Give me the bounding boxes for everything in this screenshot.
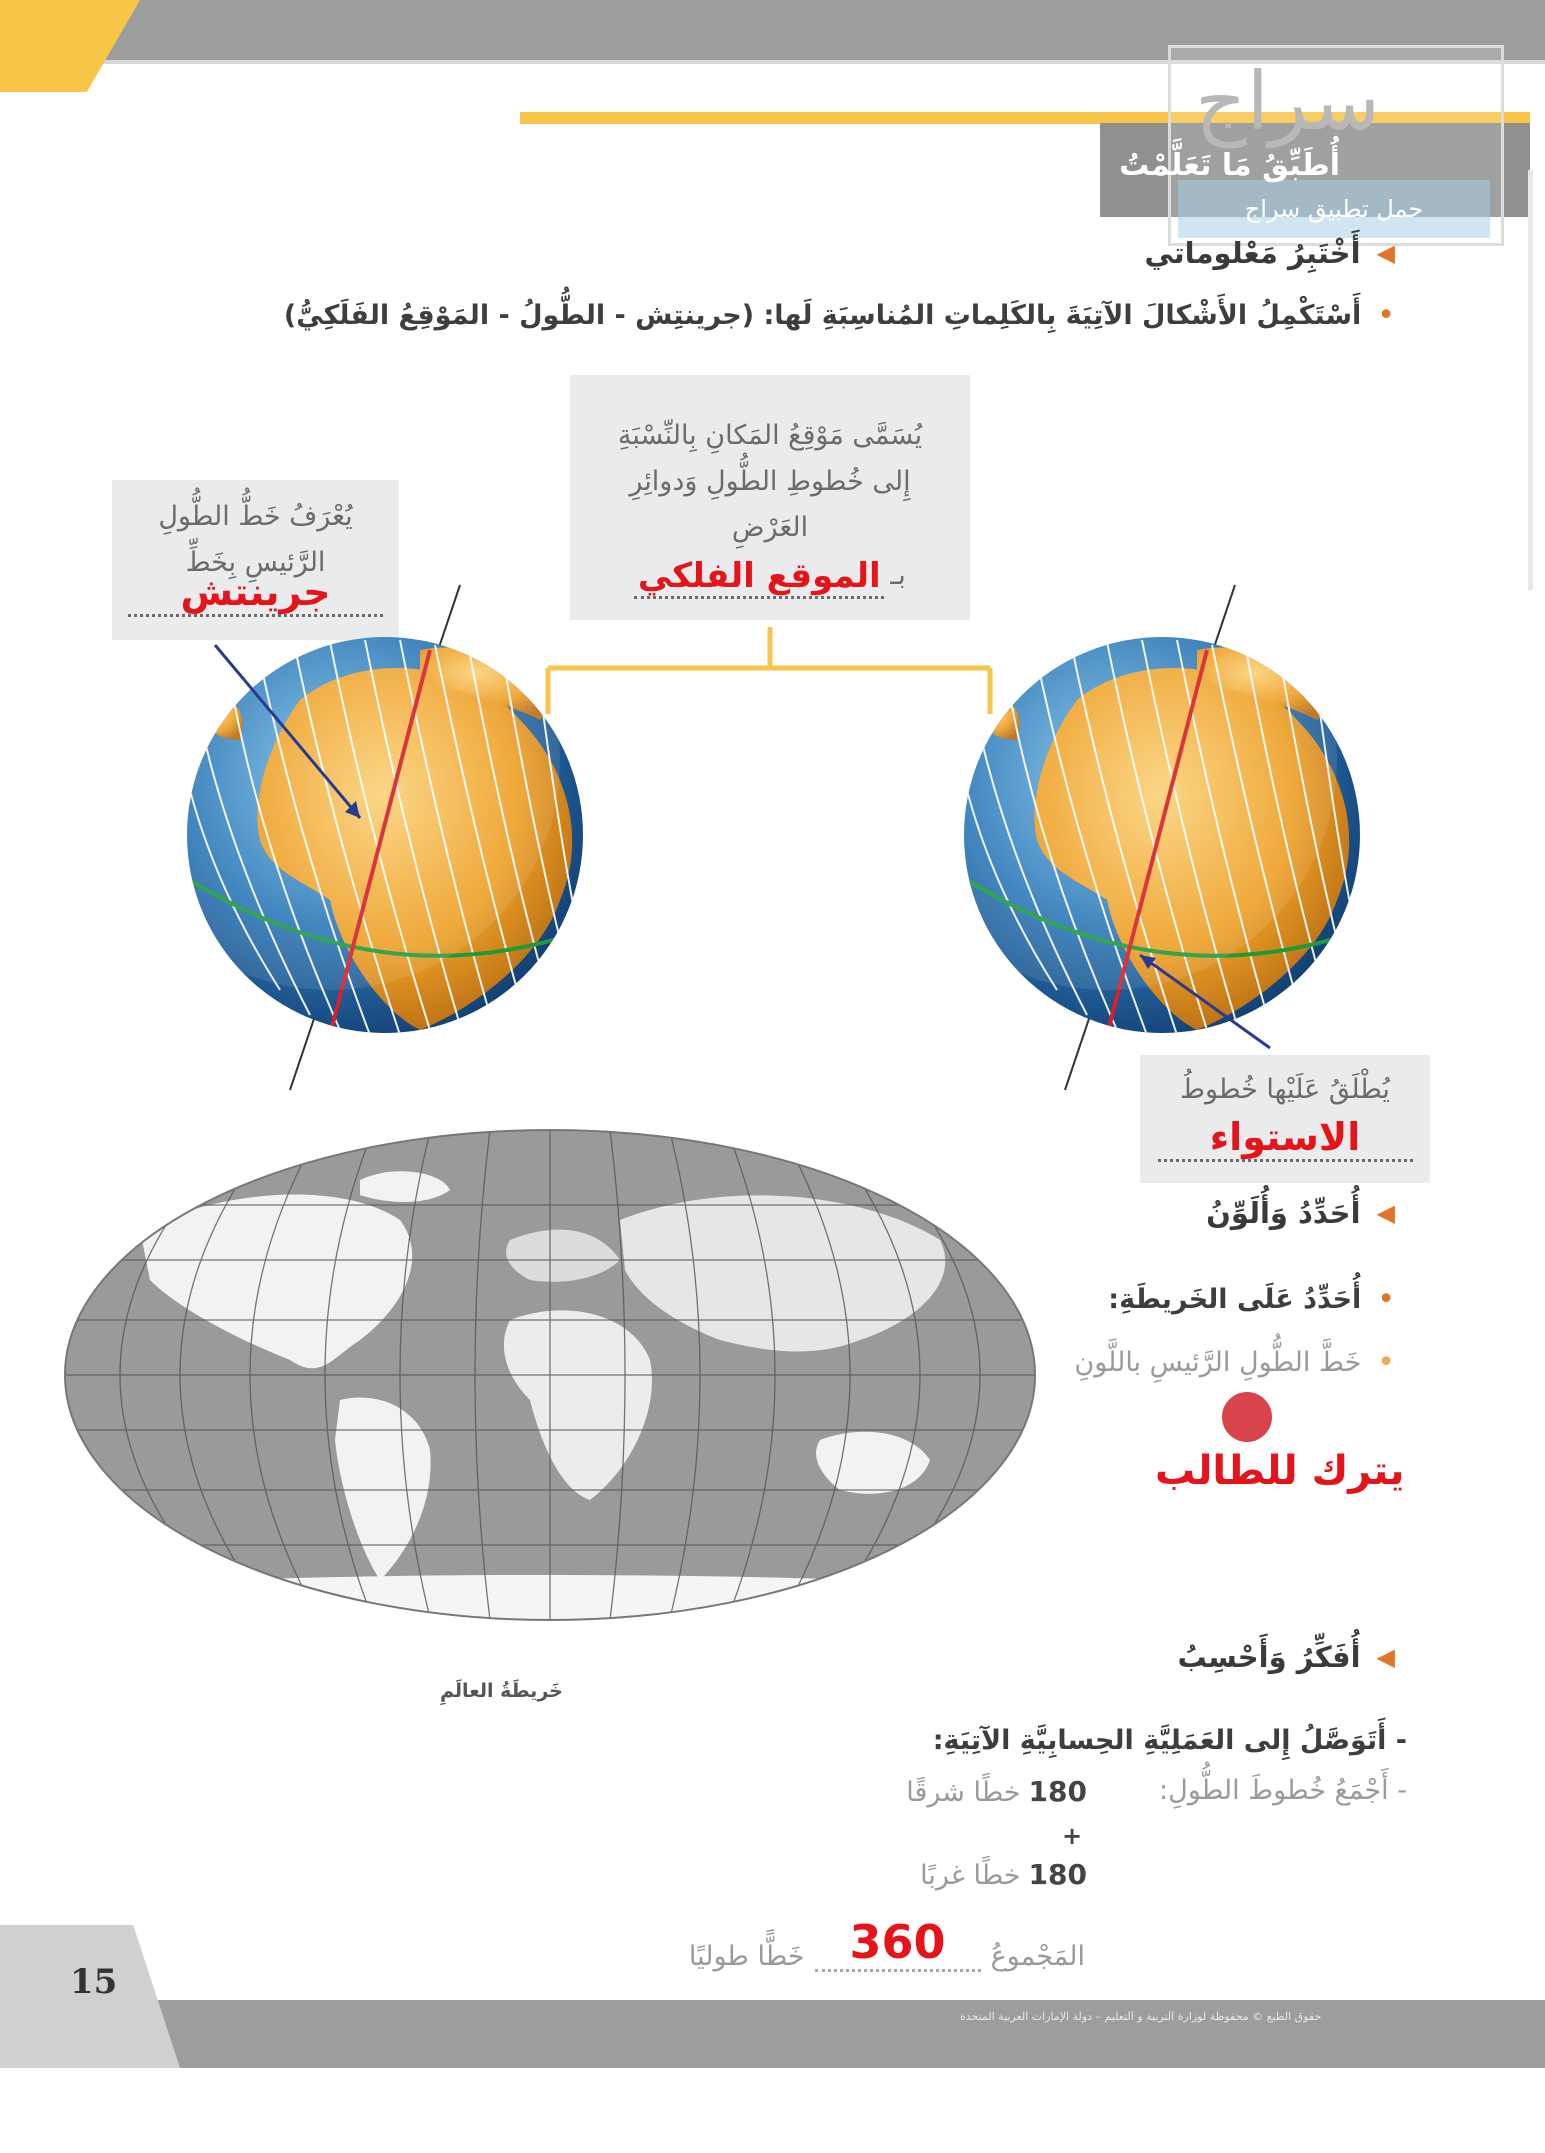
activity1-heading: أَخْتَبِرُ مَعْلوماتي: [1144, 236, 1361, 270]
world-map: [40, 1110, 1060, 1630]
left-box-answer[interactable]: جرينتش: [128, 570, 383, 617]
map-caption: خَريطَةُ العالَمِ: [440, 1680, 563, 1702]
activity3-sum-label: - أَجْمَعُ خُطوطَ الطُّولِ:: [1159, 1775, 1407, 1806]
section-title: أُطَبِّقُ مَا تَعَلَّمْتُ: [1119, 148, 1340, 183]
bullet-icon: •: [1377, 1282, 1395, 1317]
activity1-instruction: أَسْتَكْمِلُ الأَشْكالَ الآتِيَةَ بِالكَلِماتِ المُناسِبَةِ لَها: (جرينتِش - الطُّولُ - المَوْقِعُ الفَلَكِيُّ): [283, 300, 1362, 331]
west-value: 180: [1028, 1858, 1087, 1891]
activity2-item1: أُحَدِّدُ عَلَى الخَريطَةِ:: [1108, 1284, 1362, 1315]
bullet-icon: •: [1377, 1345, 1395, 1380]
activity2-heading-row: [1206, 1196, 1395, 1230]
activity2-item2: خَطَّ الطُّولِ الرَّئيسِ باللَّونِ: [1074, 1347, 1362, 1378]
center-box-answer[interactable]: الموقع الفلكي: [634, 556, 884, 599]
triangle-marker-icon: ◀: [1376, 239, 1395, 267]
right-globe: [877, 530, 1362, 1090]
watermark-logo: سراج: [1195, 55, 1381, 148]
center-box-prefix: بـ: [890, 560, 906, 591]
center-box-line2: إِلى خُطوطِ الطُّولِ وَدوائِرِ: [629, 466, 911, 497]
center-box-line3: العَرْضِ: [731, 512, 809, 543]
total-row: [689, 1915, 1085, 1972]
total-answer[interactable]: 360: [815, 1915, 981, 1972]
west-text: خطًا غربًا: [920, 1860, 1021, 1891]
left-globe: [100, 530, 585, 1090]
activity2-answer[interactable]: يترك للطالب: [1155, 1448, 1405, 1494]
west-row: [920, 1858, 1087, 1891]
watermark-subtitle: حمل تطبيق سراج: [1178, 180, 1490, 238]
page-number: 15: [70, 1962, 118, 2002]
activity3-heading-row: [1178, 1640, 1395, 1674]
center-box-line1: يُسَمَّى مَوْقِعُ المَكانِ بِالنِّسْبَةِ: [617, 420, 923, 451]
color-dot[interactable]: [1222, 1392, 1272, 1442]
connector-bracket: [548, 627, 990, 714]
right-box-answer[interactable]: الاستواء: [1158, 1115, 1413, 1162]
total-suffix: خَطًّا طوليًا: [688, 1941, 805, 1972]
footer-credit: حقوق الطبع © محفوظة لوزارة التربية و التعليم – دولة الإمارات العربية المتحدة: [960, 2010, 1322, 2023]
east-text: خطًا شرقًا: [906, 1777, 1021, 1808]
activity2-heading: أُحَدِّدُ وَأُلَوِّنُ: [1206, 1196, 1361, 1230]
total-label: المَجْموعُ: [990, 1941, 1085, 1972]
east-value: 180: [1028, 1775, 1087, 1808]
left-box-line1: يُعْرَفُ خَطُّ الطُّولِ: [158, 501, 353, 532]
activity2-item1-row: [1108, 1282, 1395, 1317]
activity2-item2-row: [1074, 1345, 1395, 1380]
bullet-icon: •: [1377, 298, 1395, 333]
triangle-marker-icon: ◀: [1376, 1643, 1395, 1671]
left-box-line2: الرَّئيسِ بِخَطِّ: [185, 547, 326, 578]
activity3-task: - أَتَوَصَّلُ إِلى العَمَلِيَّةِ الحِسابِيَّةِ الآتِيَةِ:: [932, 1725, 1407, 1756]
right-box-line1: يُطْلَقُ عَلَيْها خُطوطُ: [1180, 1074, 1390, 1105]
triangle-marker-icon: ◀: [1376, 1199, 1395, 1227]
plus-sign: +: [1062, 1822, 1083, 1850]
east-row: [906, 1775, 1087, 1808]
activity3-heading: أُفَكِّرُ وَأَحْسِبُ: [1177, 1640, 1361, 1674]
